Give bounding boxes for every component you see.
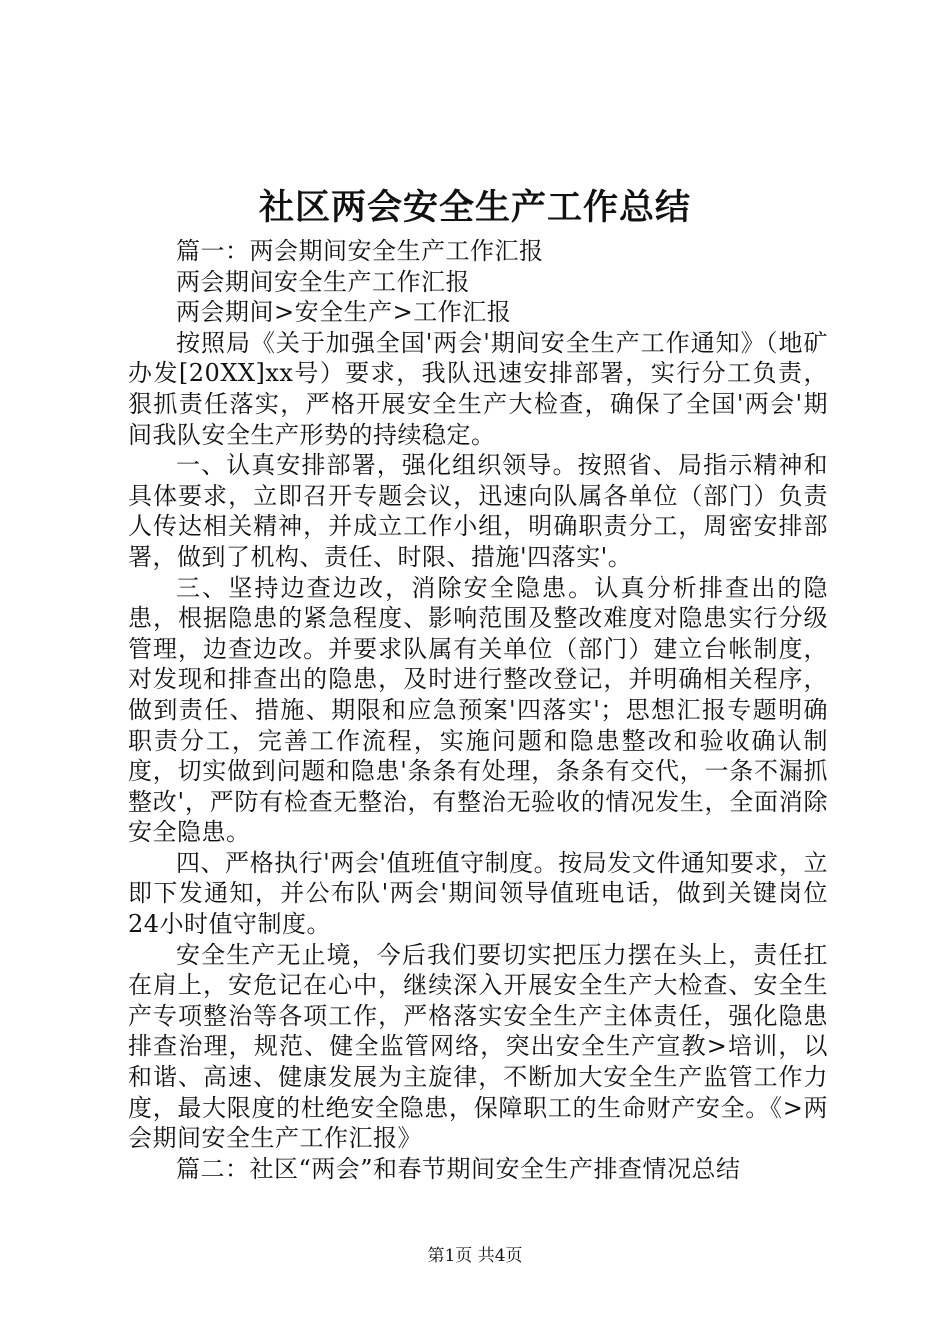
body-paragraph: 安全生产无止境，今后我们要切实把压力摆在头上，责任扛在肩上，安危记在心中，继续深入开展安全生产大检查、安全生产专项整治等各项工作，严格落实安全生产主体责任，强化隐患排查治理，规范、健全监管网络，突出安全生产宣教>培训，以和谐、高速、健康发展为主旋律，不断加大安全生产监管工作力度，最大限度的杜绝安全隐患，保障职工的生命财产安全。《>两会期间安全生产工作汇报》: [128, 940, 828, 1153]
body-paragraph: 四、严格执行'两会'值班值守制度。按局发文件通知要求，立即下发通知，并公布队'两会'期间领导值班电话，做到关键岗位24小时值守制度。: [128, 848, 828, 939]
section-heading: 篇一：两会期间安全生产工作汇报: [176, 237, 544, 265]
document-body: [128, 236, 828, 1184]
report-title: 两会期间安全生产工作汇报: [176, 267, 470, 296]
body-paragraph: 按照局《关于加强全国'两会'期间安全生产工作通知》（地矿办发[20XX]xx号）要求，我队迅速安排部署，实行分工负责，狠抓责任落实，严格开展安全生产大检查，确保了全国'两会'期间我队安全生产形势的持续稳定。: [128, 328, 828, 449]
page-number: 第1页 共4页: [427, 1246, 523, 1266]
section-heading: 篇二：社区“两会”和春节期间安全生产排查情况总结: [176, 1154, 741, 1183]
report-breadcrumb: 两会期间>安全生产>工作汇报: [176, 298, 512, 327]
body-paragraph: 三、坚持边查边改，消除安全隐患。认真分析排查出的隐患，根据隐患的紧急程度、影响范围及整改难度对隐患实行分级管理，边查边改。并要求队属有关单位（部门）建立台帐制度，对发现和排查出的隐患，及时进行整改登记，并明确相关程序，做到责任、措施、期限和应急预案'四落实'；思想汇报专题明确职责分工，完善工作流程，实施问题和隐患整改和验收确认制度，切实做到问题和隐患'条条有处理，条条有交代，一条不漏抓整改'，严防有检查无整治，有整治无验收的情况发生，全面消除安全隐患。: [128, 573, 828, 847]
document-title: 社区两会安全生产工作总结: [258, 187, 691, 228]
body-paragraph: 一、认真安排部署，强化组织领导。按照省、局指示精神和具体要求，立即召开专题会议，迅速向队属各单位（部门）负责人传达相关精神，并成立工作小组，明确职责分工，周密安排部署，做到了机构、责任、时限、措施'四落实'。: [128, 451, 828, 571]
